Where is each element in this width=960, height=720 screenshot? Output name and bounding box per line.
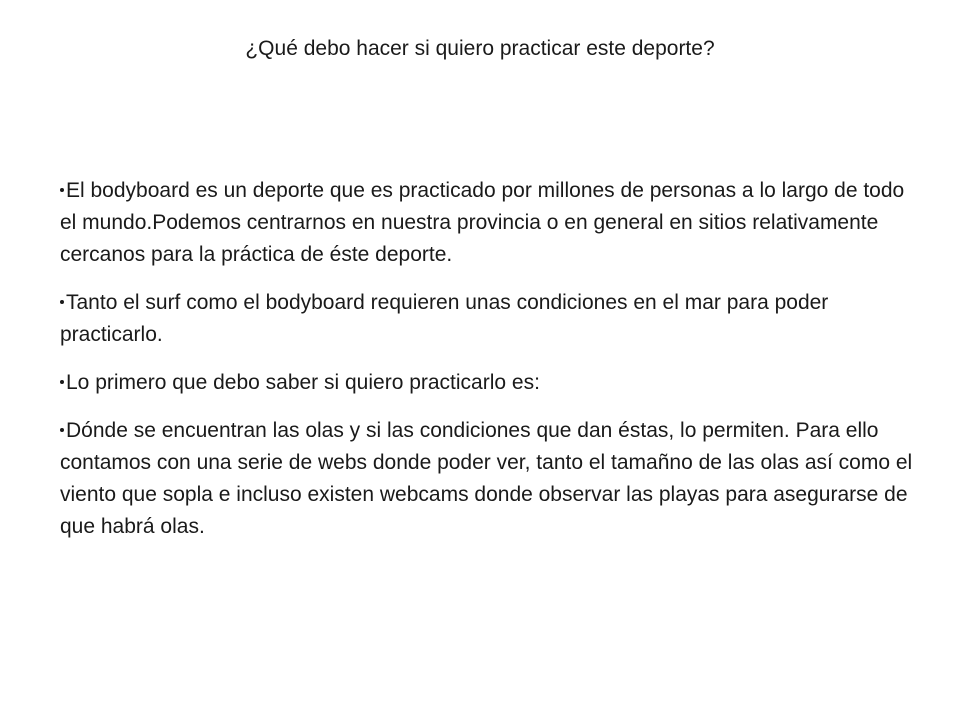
bullet-item xyxy=(60,175,920,271)
bullet-dot-icon xyxy=(60,428,64,432)
bullet-text: Tanto el surf como el bodyboard requieren unas condiciones en el mar para poder practicarlo. xyxy=(60,291,829,346)
bullet-text: Lo primero que debo saber si quiero practicarlo es: xyxy=(66,371,540,394)
slide-title: ¿Qué debo hacer si quiero practicar este deporte? xyxy=(245,37,715,60)
bullet-dot-icon xyxy=(60,380,64,384)
bullet-item xyxy=(60,367,920,399)
bullet-dot-icon xyxy=(60,188,64,192)
bullet-item xyxy=(60,415,920,543)
bullet-list xyxy=(60,175,920,559)
bullet-text: El bodyboard es un deporte que es practicado por millones de personas a lo largo de todo el mundo.Podemos centrarnos en nuestra provincia o en general en sitios relativamente cercanos para la práctica de éste deporte. xyxy=(60,179,905,266)
bullet-dot-icon xyxy=(60,300,64,304)
bullet-text: Dónde se encuentran las olas y si las condiciones que dan éstas, lo permiten. Para ello contamos con una serie de webs donde poder ver, tanto el tamañno de las olas así como el viento que sopla e incluso existen webcams donde observar las playas para asegurarse de que habrá olas. xyxy=(60,419,913,538)
bullet-item xyxy=(60,287,920,351)
